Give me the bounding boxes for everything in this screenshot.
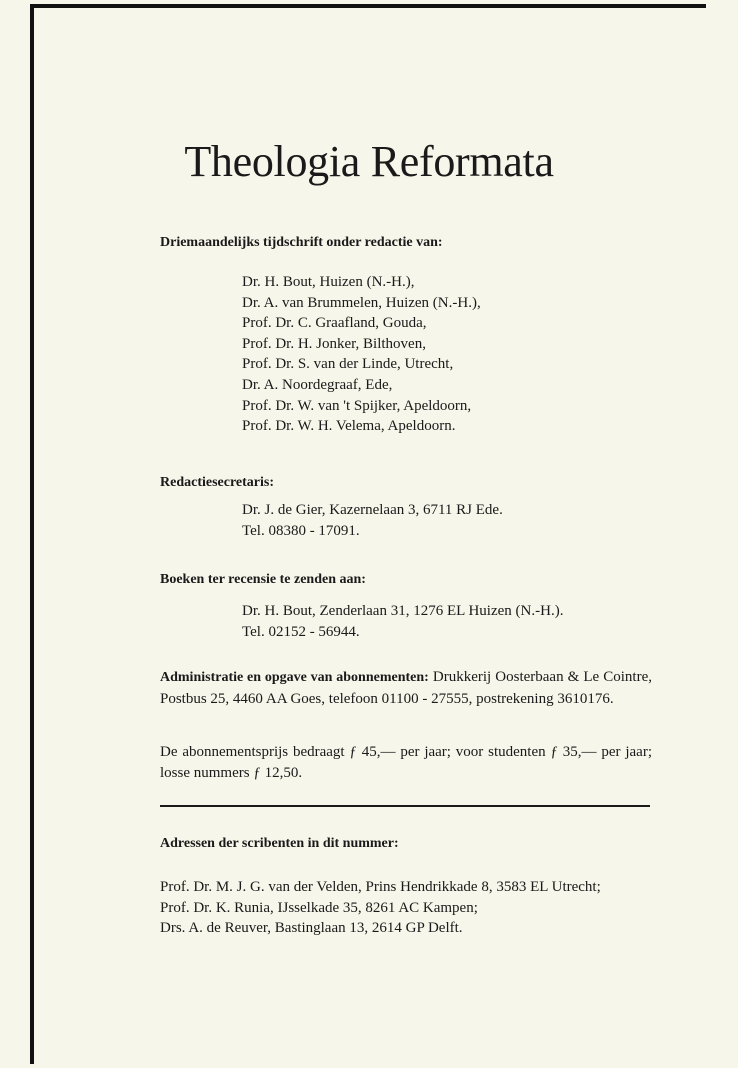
administration-label: Administratie en opgave van abonnementen:: [160, 670, 429, 685]
author-line: Prof. Dr. M. J. G. van der Velden, Prins Hendrikkade 8, 3583 EL Utrecht;: [160, 879, 601, 895]
secretariat-line: Dr. J. de Gier, Kazernelaan 3, 6711 RJ Ede.: [242, 502, 503, 518]
reviews-block: [242, 601, 563, 642]
reviews-line: Dr. H. Bout, Zenderlaan 31, 1276 EL Huizen (N.-H.).: [242, 603, 564, 619]
editor-line: Dr. H. Bout, Huizen (N.-H.),: [242, 274, 415, 290]
secretariat-heading: Redactiesecretaris:: [160, 475, 275, 490]
editor-line: Dr. A. Noordegraaf, Ede,: [242, 376, 393, 393]
reviews-line: Tel. 02152 - 56944.: [242, 623, 360, 640]
secretariat-line: Tel. 08380 - 17091.: [242, 522, 360, 539]
pricing-paragraph: De abonnementsprijs bedraagt ƒ 45,— per jaar; voor studenten ƒ 35,— per jaar; losse nummers ƒ 12,50.: [160, 744, 652, 781]
administration-text: Drukkerij Oosterbaan & Le Cointre, Postbus 25, 4460 AA Goes, telefoon 01100 - 27555, postrekening 3610176.: [160, 669, 653, 707]
author-line: Prof. Dr. K. Runia, IJsselkade 35, 8261 AC Kampen;: [160, 899, 478, 916]
editors-list: [242, 272, 481, 437]
authors-heading: Adressen der scribenten in dit nummer:: [160, 836, 399, 851]
editors-heading: Driemaandelijks tijdschrift onder redactie van:: [160, 235, 443, 250]
editor-line: Dr. A. van Brummelen, Huizen (N.-H.),: [242, 294, 481, 311]
journal-title: Theologia Reformata: [184, 137, 554, 186]
author-line: Drs. A. de Reuver, Bastinglaan 13, 2614 GP Delft.: [160, 920, 463, 936]
administration-paragraph: [160, 667, 652, 709]
editor-line: Prof. Dr. S. van der Linde, Utrecht,: [242, 356, 454, 373]
reviews-heading: Boeken ter recensie te zenden aan:: [160, 572, 366, 587]
scan-edge-top: [30, 4, 706, 8]
editor-line: Prof. Dr. W. H. Velema, Apeldoorn.: [242, 418, 456, 435]
authors-list: [160, 877, 652, 939]
section-divider: [160, 805, 650, 807]
secretariat-block: [242, 500, 503, 541]
editor-line: Prof. Dr. H. Jonker, Bilthoven,: [242, 335, 426, 352]
editor-line: Prof. Dr. C. Graafland, Gouda,: [242, 315, 427, 332]
editor-line: Prof. Dr. W. van 't Spijker, Apeldoorn,: [242, 397, 472, 414]
